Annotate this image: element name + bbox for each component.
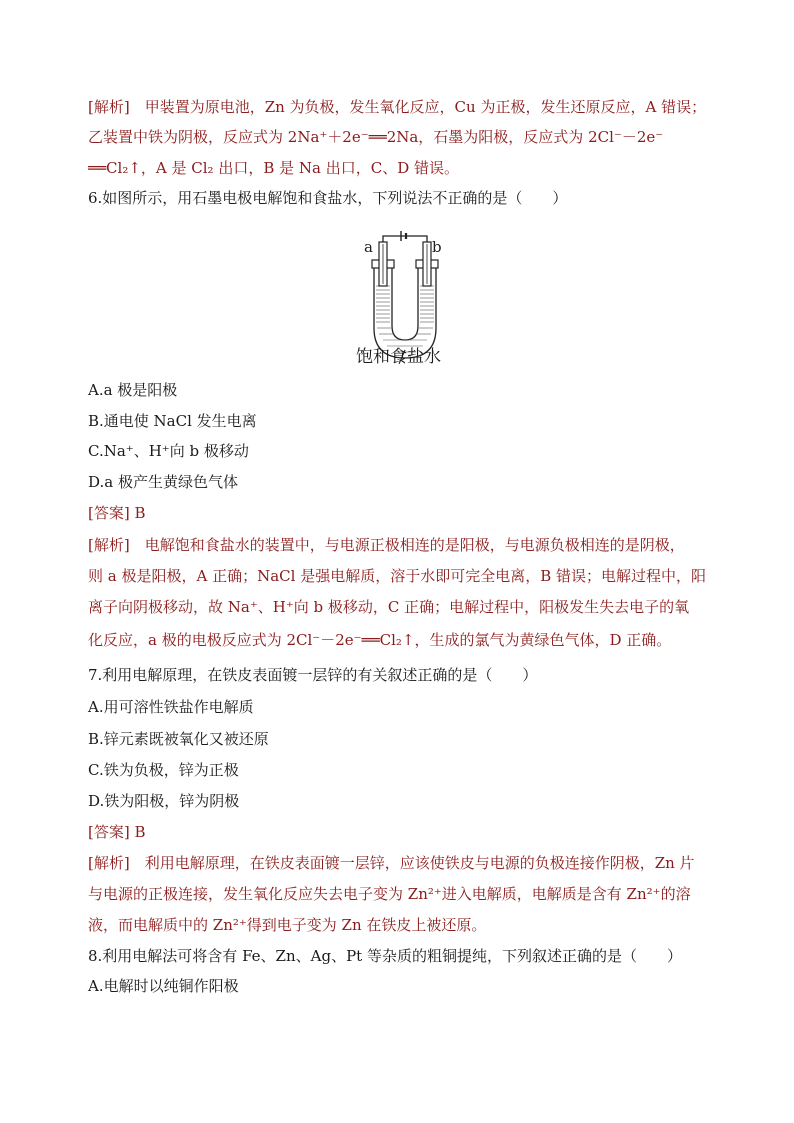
text-line-8: D.a 极产生黄绿色气体	[88, 473, 238, 491]
text-line-22: 液，而电解质中的 Zn²⁺得到电子变为 Zn 在铁皮上被还原。	[88, 916, 487, 934]
text-line-21: 与电源的正极连接，发生氧化反应失去电子变为 Zn²⁺进入电解质，电解质是含有 Zn²⁺的溶	[88, 885, 691, 903]
text-line-11: 则 a 极是阳极，A 正确；NaCl 是强电解质，溶于水即可完全电离，B 错误；电解过程中，阳	[88, 567, 706, 585]
text-line-6: B.通电使 NaCl 发生电离	[88, 412, 257, 430]
electrode-a-label: a	[364, 238, 373, 256]
text-line-10: [解析] 电解饱和食盐水的装置中，与电源正极相连的是阳极，与电源负极相连的是阴极，	[88, 536, 685, 554]
text-line-18: D.铁为阳极，锌为阴极	[88, 792, 240, 810]
text-line-24: A.电解时以纯铜作阳极	[88, 977, 239, 995]
text-line-15: A.用可溶性铁盐作电解质	[88, 698, 254, 716]
text-line-17: C.铁为负极，锌为正极	[88, 761, 239, 779]
text-line-16: B.锌元素既被氧化又被还原	[88, 730, 269, 748]
text-line-19: [答案] B	[88, 823, 146, 841]
text-line-4: 6.如图所示，用石墨电极电解饱和食盐水，下列说法不正确的是（ ）	[88, 189, 568, 207]
text-line-23: 8.利用电解法可将含有 Fe、Zn、Ag、Pt 等杂质的粗铜提纯，下列叙述正确的是（ ）	[88, 947, 682, 965]
text-line-1: [解析] 甲装置为原电池，Zn 为负极，发生氧化反应，Cu 为正极，发生还原反应，A 错误；	[88, 98, 707, 116]
text-line-5: A.a 极是阳极	[88, 381, 178, 399]
electrode-b-label: b	[432, 238, 442, 256]
text-line-13: 化反应，a 极的电极反应式为 2Cl⁻－2e⁻══Cl₂↑，生成的氯气为黄绿色气体，D 正确。	[88, 631, 672, 649]
text-line-20: [解析] 利用电解原理，在铁皮表面镀一层锌，应该使铁皮与电源的负极连接作阴极，Zn 片	[88, 854, 695, 872]
text-line-3: ══Cl₂↑，A 是 Cl₂ 出口，B 是 Na 出口，C、D 错误。	[88, 159, 460, 177]
text-line-7: C.Na⁺、H⁺向 b 极移动	[88, 442, 249, 460]
text-line-12: 离子向阴极移动，故 Na⁺、H⁺向 b 极移动，C 正确；电解过程中，阳极发生失去电子的氧	[88, 598, 690, 616]
text-line-14: 7.利用电解原理，在铁皮表面镀一层锌的有关叙述正确的是（ ）	[88, 666, 538, 684]
text-line-9: [答案] B	[88, 504, 146, 522]
figure-caption: 饱和食盐水	[356, 347, 441, 367]
text-line-2: 乙装置中铁为阴极，反应式为 2Na⁺＋2e⁻══2Na，石墨为阳极，反应式为 2Cl⁻－2e⁻	[88, 128, 664, 146]
